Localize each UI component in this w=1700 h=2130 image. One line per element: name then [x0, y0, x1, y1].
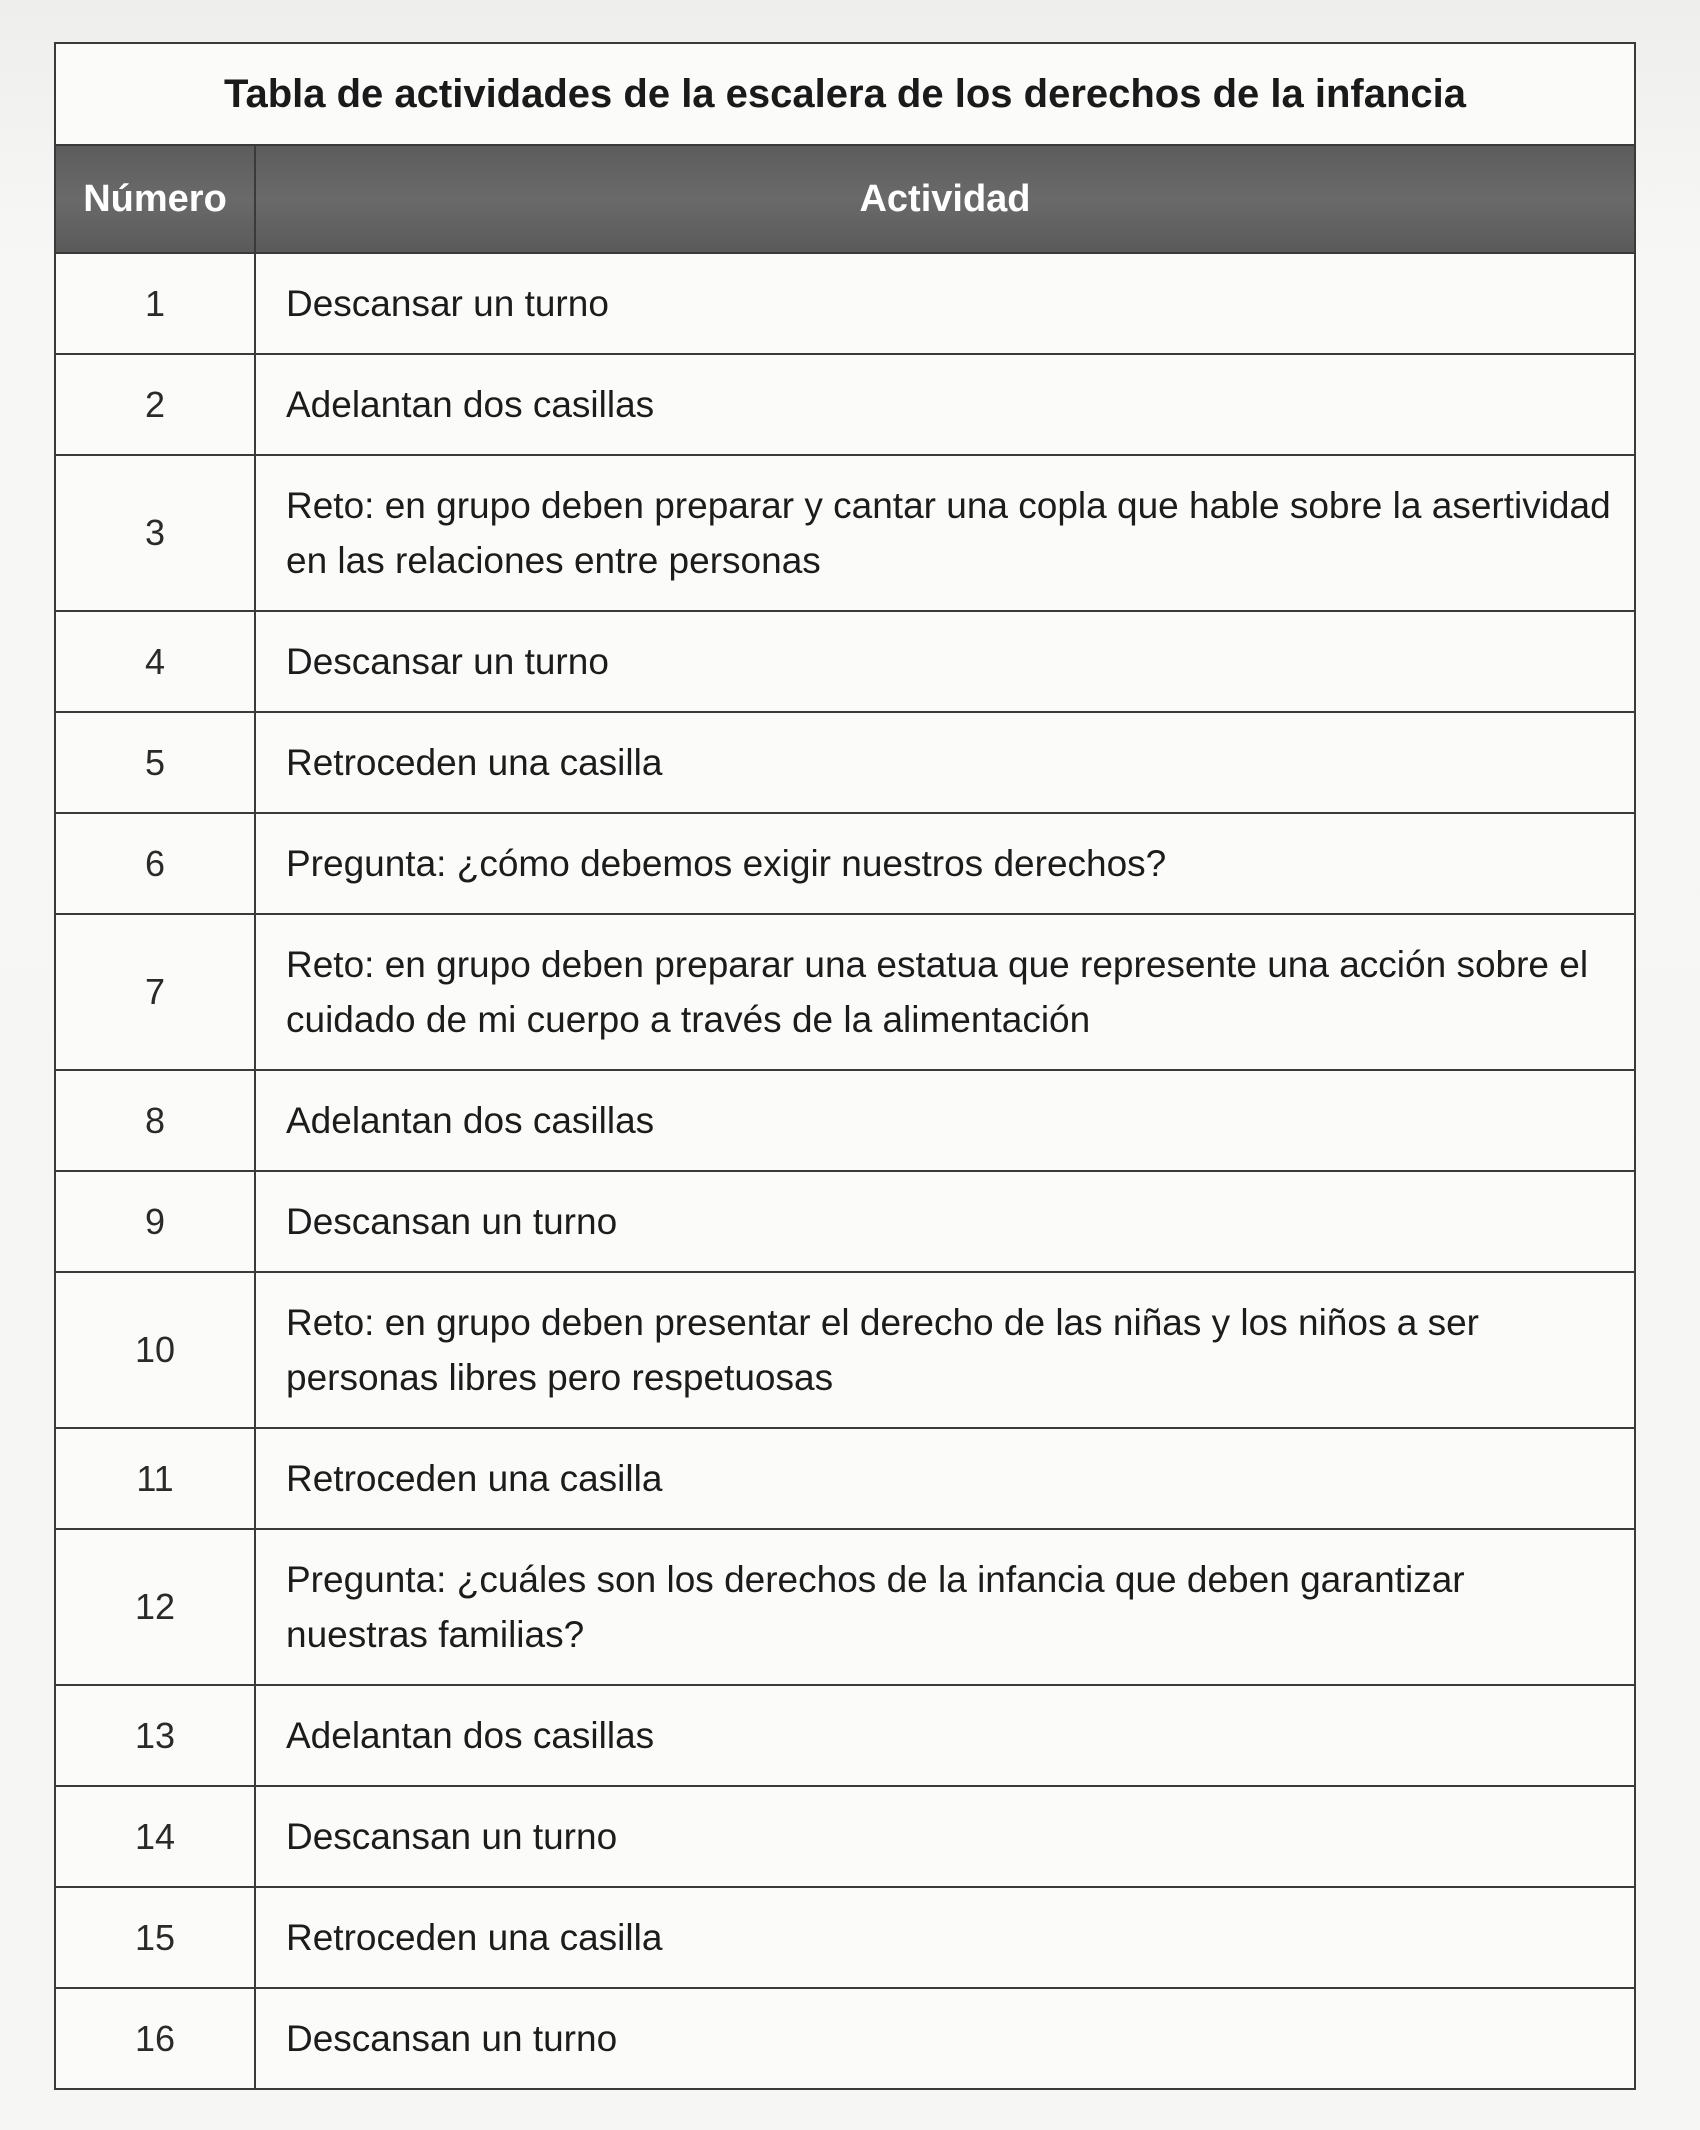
row-activity: Reto: en grupo deben preparar una estatua que represente una acción sobre el cuidado de mi cuerpo a través de la alimentación	[255, 914, 1635, 1070]
row-activity: Reto: en grupo deben presentar el derecho de las niñas y los niños a ser personas libres pero respetuosas	[255, 1272, 1635, 1428]
table-row	[55, 1272, 1635, 1428]
table-row	[55, 354, 1635, 455]
row-number: 8	[55, 1070, 255, 1171]
activities-table	[54, 42, 1636, 2090]
table-row	[55, 914, 1635, 1070]
table-header-row	[55, 145, 1635, 253]
row-activity: Descansar un turno	[255, 611, 1635, 712]
row-number: 14	[55, 1786, 255, 1887]
table-row	[55, 611, 1635, 712]
activities-table-container	[54, 42, 1636, 2090]
table-body	[55, 253, 1635, 2089]
row-number: 13	[55, 1685, 255, 1786]
row-number: 11	[55, 1428, 255, 1529]
row-number: 12	[55, 1529, 255, 1685]
row-number: 10	[55, 1272, 255, 1428]
table-row	[55, 455, 1635, 611]
table-row	[55, 1428, 1635, 1529]
table-row	[55, 1529, 1635, 1685]
row-activity: Adelantan dos casillas	[255, 354, 1635, 455]
row-number: 1	[55, 253, 255, 354]
row-number: 4	[55, 611, 255, 712]
row-activity: Pregunta: ¿cuáles son los derechos de la infancia que deben garantizar nuestras familias?	[255, 1529, 1635, 1685]
table-row	[55, 1685, 1635, 1786]
row-number: 16	[55, 1988, 255, 2089]
table-row	[55, 1786, 1635, 1887]
row-number: 3	[55, 455, 255, 611]
row-number: 7	[55, 914, 255, 1070]
table-row	[55, 1171, 1635, 1272]
row-activity: Adelantan dos casillas	[255, 1070, 1635, 1171]
row-activity: Descansan un turno	[255, 1786, 1635, 1887]
row-activity: Descansan un turno	[255, 1171, 1635, 1272]
row-number: 15	[55, 1887, 255, 1988]
row-activity: Descansar un turno	[255, 253, 1635, 354]
row-activity: Pregunta: ¿cómo debemos exigir nuestros derechos?	[255, 813, 1635, 914]
table-row	[55, 1070, 1635, 1171]
table-row	[55, 253, 1635, 354]
row-activity: Reto: en grupo deben preparar y cantar una copla que hable sobre la asertividad en las relaciones entre personas	[255, 455, 1635, 611]
header-number: Número	[55, 145, 255, 253]
row-activity: Retroceden una casilla	[255, 1887, 1635, 1988]
table-row	[55, 1887, 1635, 1988]
row-number: 9	[55, 1171, 255, 1272]
row-activity: Descansan un turno	[255, 1988, 1635, 2089]
table-row	[55, 813, 1635, 914]
header-activity: Actividad	[255, 145, 1635, 253]
table-row	[55, 712, 1635, 813]
row-number: 2	[55, 354, 255, 455]
row-activity: Retroceden una casilla	[255, 712, 1635, 813]
table-row	[55, 1988, 1635, 2089]
row-number: 6	[55, 813, 255, 914]
row-activity: Retroceden una casilla	[255, 1428, 1635, 1529]
row-activity: Adelantan dos casillas	[255, 1685, 1635, 1786]
row-number: 5	[55, 712, 255, 813]
table-title: Tabla de actividades de la escalera de los derechos de la infancia	[55, 43, 1635, 145]
